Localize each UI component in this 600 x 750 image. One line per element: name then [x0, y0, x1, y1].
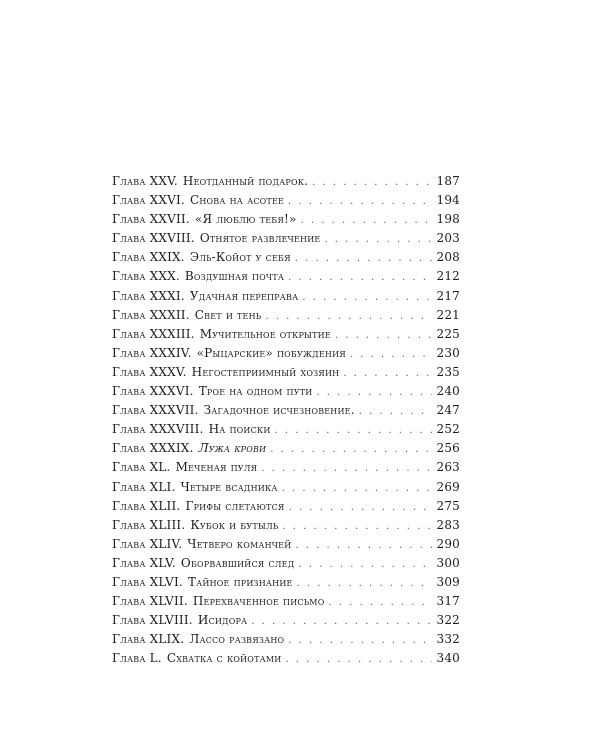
- toc-chapter-title: Тайное признание: [187, 574, 293, 589]
- toc-page-number: 332: [436, 632, 460, 647]
- toc-page-number: 217: [436, 288, 460, 303]
- toc-entry: [112, 554, 460, 573]
- toc-entry: [112, 325, 460, 344]
- toc-leader-dots: [301, 211, 432, 230]
- toc-page-number: 322: [436, 613, 460, 628]
- toc-page-number: 212: [436, 269, 460, 284]
- toc-entry: [112, 267, 460, 286]
- toc-chapter-title: Свет и тень: [194, 307, 262, 322]
- toc-page-number: 275: [436, 498, 460, 513]
- toc-chapter-number: Глава XL.: [112, 460, 171, 475]
- toc-chapter-number: Глава XXXIV.: [112, 345, 192, 360]
- toc-chapter-number: Глава XLVI.: [112, 574, 183, 589]
- toc-chapter-title: Неотданный подарок.: [182, 174, 309, 188]
- toc-page-number: 235: [436, 364, 460, 379]
- toc-page-number: 225: [436, 326, 460, 341]
- toc-chapter-title: Четверо команчей: [187, 536, 292, 551]
- toc-leader-dots: [288, 268, 432, 287]
- toc-leader-dots: [350, 345, 432, 364]
- toc-chapter-title: Мучительное открытие: [199, 326, 331, 341]
- toc-page-number: 290: [436, 536, 460, 551]
- toc-entry: [112, 382, 460, 401]
- toc-leader-dots: [343, 364, 432, 383]
- toc-chapter-number: Глава XXVI.: [112, 193, 185, 208]
- toc-page-number: 283: [436, 517, 460, 532]
- toc-page-number: 240: [436, 384, 460, 399]
- toc-page-number: 309: [436, 574, 460, 589]
- toc-chapter-number: Глава XLI.: [112, 479, 176, 494]
- toc-chapter-number: Глава XXVIII.: [112, 231, 195, 246]
- toc-chapter-title: Лассо развязано: [189, 632, 285, 647]
- toc-page-number: 300: [436, 555, 460, 570]
- toc-chapter-number: Глава XLIII.: [112, 517, 186, 532]
- toc-page-number: 198: [436, 212, 460, 227]
- toc-page-number: 194: [436, 193, 460, 208]
- toc-entry: [112, 458, 460, 477]
- toc-chapter-title: Четыре всадника: [180, 479, 278, 494]
- toc-entry: [112, 306, 460, 325]
- toc-chapter-title: Исидора: [197, 613, 248, 628]
- toc-chapter-number: Глава XXXI.: [112, 288, 185, 303]
- toc-page-number: 256: [436, 441, 460, 456]
- toc-entry: [112, 478, 460, 497]
- toc-page-number: 187: [436, 174, 460, 188]
- toc-entry: [112, 210, 460, 229]
- toc-chapter-number: Глава XXXVII.: [112, 403, 199, 418]
- toc-chapter-title: Схватка с койотами: [166, 651, 282, 666]
- toc-page-number: 230: [436, 345, 460, 360]
- toc-leader-dots: [288, 192, 432, 211]
- toc-entry: [112, 287, 460, 306]
- toc-entry: [112, 573, 460, 592]
- table-of-contents: [112, 172, 460, 668]
- toc-entry: [112, 497, 460, 516]
- toc-leader-dots: [282, 479, 432, 498]
- toc-entry: [112, 611, 460, 630]
- toc-chapter-number: Глава XXXVI.: [112, 384, 194, 399]
- toc-chapter-number: Глава XLV.: [112, 555, 176, 570]
- toc-chapter-title: Отнятое развлечение: [199, 231, 321, 246]
- toc-leader-dots: [282, 517, 432, 536]
- toc-entry: [112, 649, 460, 668]
- toc-chapter-title: Грифы слетаются: [185, 498, 285, 513]
- toc-chapter-number: Глава XLVIII.: [112, 613, 193, 628]
- toc-entry: [112, 439, 460, 458]
- toc-chapter-number: Глава XXIX.: [112, 250, 185, 265]
- toc-entry: [112, 420, 460, 439]
- toc-chapter-title: Трое на одном пути: [198, 384, 313, 399]
- toc-chapter-title: Лужа крови: [198, 441, 267, 456]
- toc-leader-dots: [295, 536, 432, 555]
- toc-leader-dots: [275, 421, 432, 440]
- toc-entry: [112, 401, 460, 420]
- toc-leader-dots: [328, 593, 432, 612]
- toc-leader-dots: [298, 555, 432, 574]
- toc-leader-dots: [288, 631, 432, 650]
- toc-leader-dots: [285, 650, 432, 669]
- toc-chapter-title: Снова на асотее: [189, 193, 285, 208]
- toc-page-number: 317: [436, 594, 460, 609]
- toc-leader-dots: [359, 402, 432, 421]
- toc-chapter-number: Глава XXXVIII.: [112, 422, 204, 437]
- toc-leader-dots: [289, 498, 432, 517]
- toc-chapter-title: Меченая пуля: [175, 460, 258, 475]
- toc-chapter-title: Эль-Койот у себя: [189, 250, 291, 265]
- toc-chapter-title: Перехваченное письмо: [192, 594, 325, 609]
- toc-leader-dots: [312, 173, 432, 192]
- toc-chapter-number: Глава XXXII.: [112, 307, 190, 322]
- toc-chapter-title: На поиски: [208, 422, 271, 437]
- toc-chapter-title: Удачная переправа: [189, 288, 299, 303]
- toc-leader-dots: [265, 307, 432, 326]
- toc-chapter-number: Глава XXX.: [112, 269, 180, 284]
- toc-chapter-title: Загадочное исчезновение.: [203, 403, 355, 418]
- toc-leader-dots: [335, 326, 432, 345]
- toc-page-number: 203: [436, 231, 460, 246]
- toc-page-number: 252: [436, 422, 460, 437]
- toc-entry: [112, 172, 460, 191]
- toc-leader-dots: [251, 612, 432, 631]
- toc-chapter-number: Глава XXV.: [112, 174, 178, 188]
- toc-chapter-number: Глава L.: [112, 651, 162, 666]
- toc-page-number: 340: [436, 651, 460, 666]
- toc-leader-dots: [324, 230, 432, 249]
- toc-chapter-title: Оборвавшийся след: [180, 555, 295, 570]
- toc-leader-dots: [302, 288, 432, 307]
- toc-entry: [112, 535, 460, 554]
- toc-chapter-title: «Рыцарские» побуждения: [196, 345, 346, 360]
- toc-chapter-title: Негостеприимный хозяин: [191, 364, 340, 379]
- toc-chapter-title: Воздушная почта: [184, 269, 285, 284]
- toc-chapter-number: Глава XXXV.: [112, 364, 187, 379]
- toc-chapter-title: Кубок и бутыль: [190, 517, 279, 532]
- toc-chapter-number: Глава XXXIII.: [112, 326, 195, 341]
- toc-entry: [112, 592, 460, 611]
- toc-page-number: 247: [436, 403, 460, 418]
- toc-leader-dots: [261, 459, 432, 478]
- toc-chapter-number: Глава XLVII.: [112, 594, 188, 609]
- toc-chapter-number: Глава XLII.: [112, 498, 181, 513]
- toc-entry: [112, 630, 460, 649]
- toc-leader-dots: [297, 574, 432, 593]
- toc-entry: [112, 229, 460, 248]
- toc-entry: [112, 516, 460, 535]
- toc-leader-dots: [295, 249, 432, 268]
- toc-page-number: 208: [436, 250, 460, 265]
- toc-leader-dots: [270, 440, 432, 459]
- toc-chapter-number: Глава XXVII.: [112, 212, 190, 227]
- toc-entry: [112, 363, 460, 382]
- toc-chapter-title: «Я люблю тебя!»: [194, 212, 297, 227]
- toc-chapter-number: Глава XLIX.: [112, 632, 185, 647]
- toc-page-number: 263: [436, 460, 460, 475]
- toc-page-number: 269: [436, 479, 460, 494]
- toc-entry: [112, 191, 460, 210]
- toc-chapter-number: Глава XLIV.: [112, 536, 183, 551]
- toc-leader-dots: [316, 383, 432, 402]
- toc-page-number: 221: [436, 307, 460, 322]
- toc-chapter-number: Глава XXXIX.: [112, 441, 194, 456]
- toc-entry: [112, 248, 460, 267]
- toc-entry: [112, 344, 460, 363]
